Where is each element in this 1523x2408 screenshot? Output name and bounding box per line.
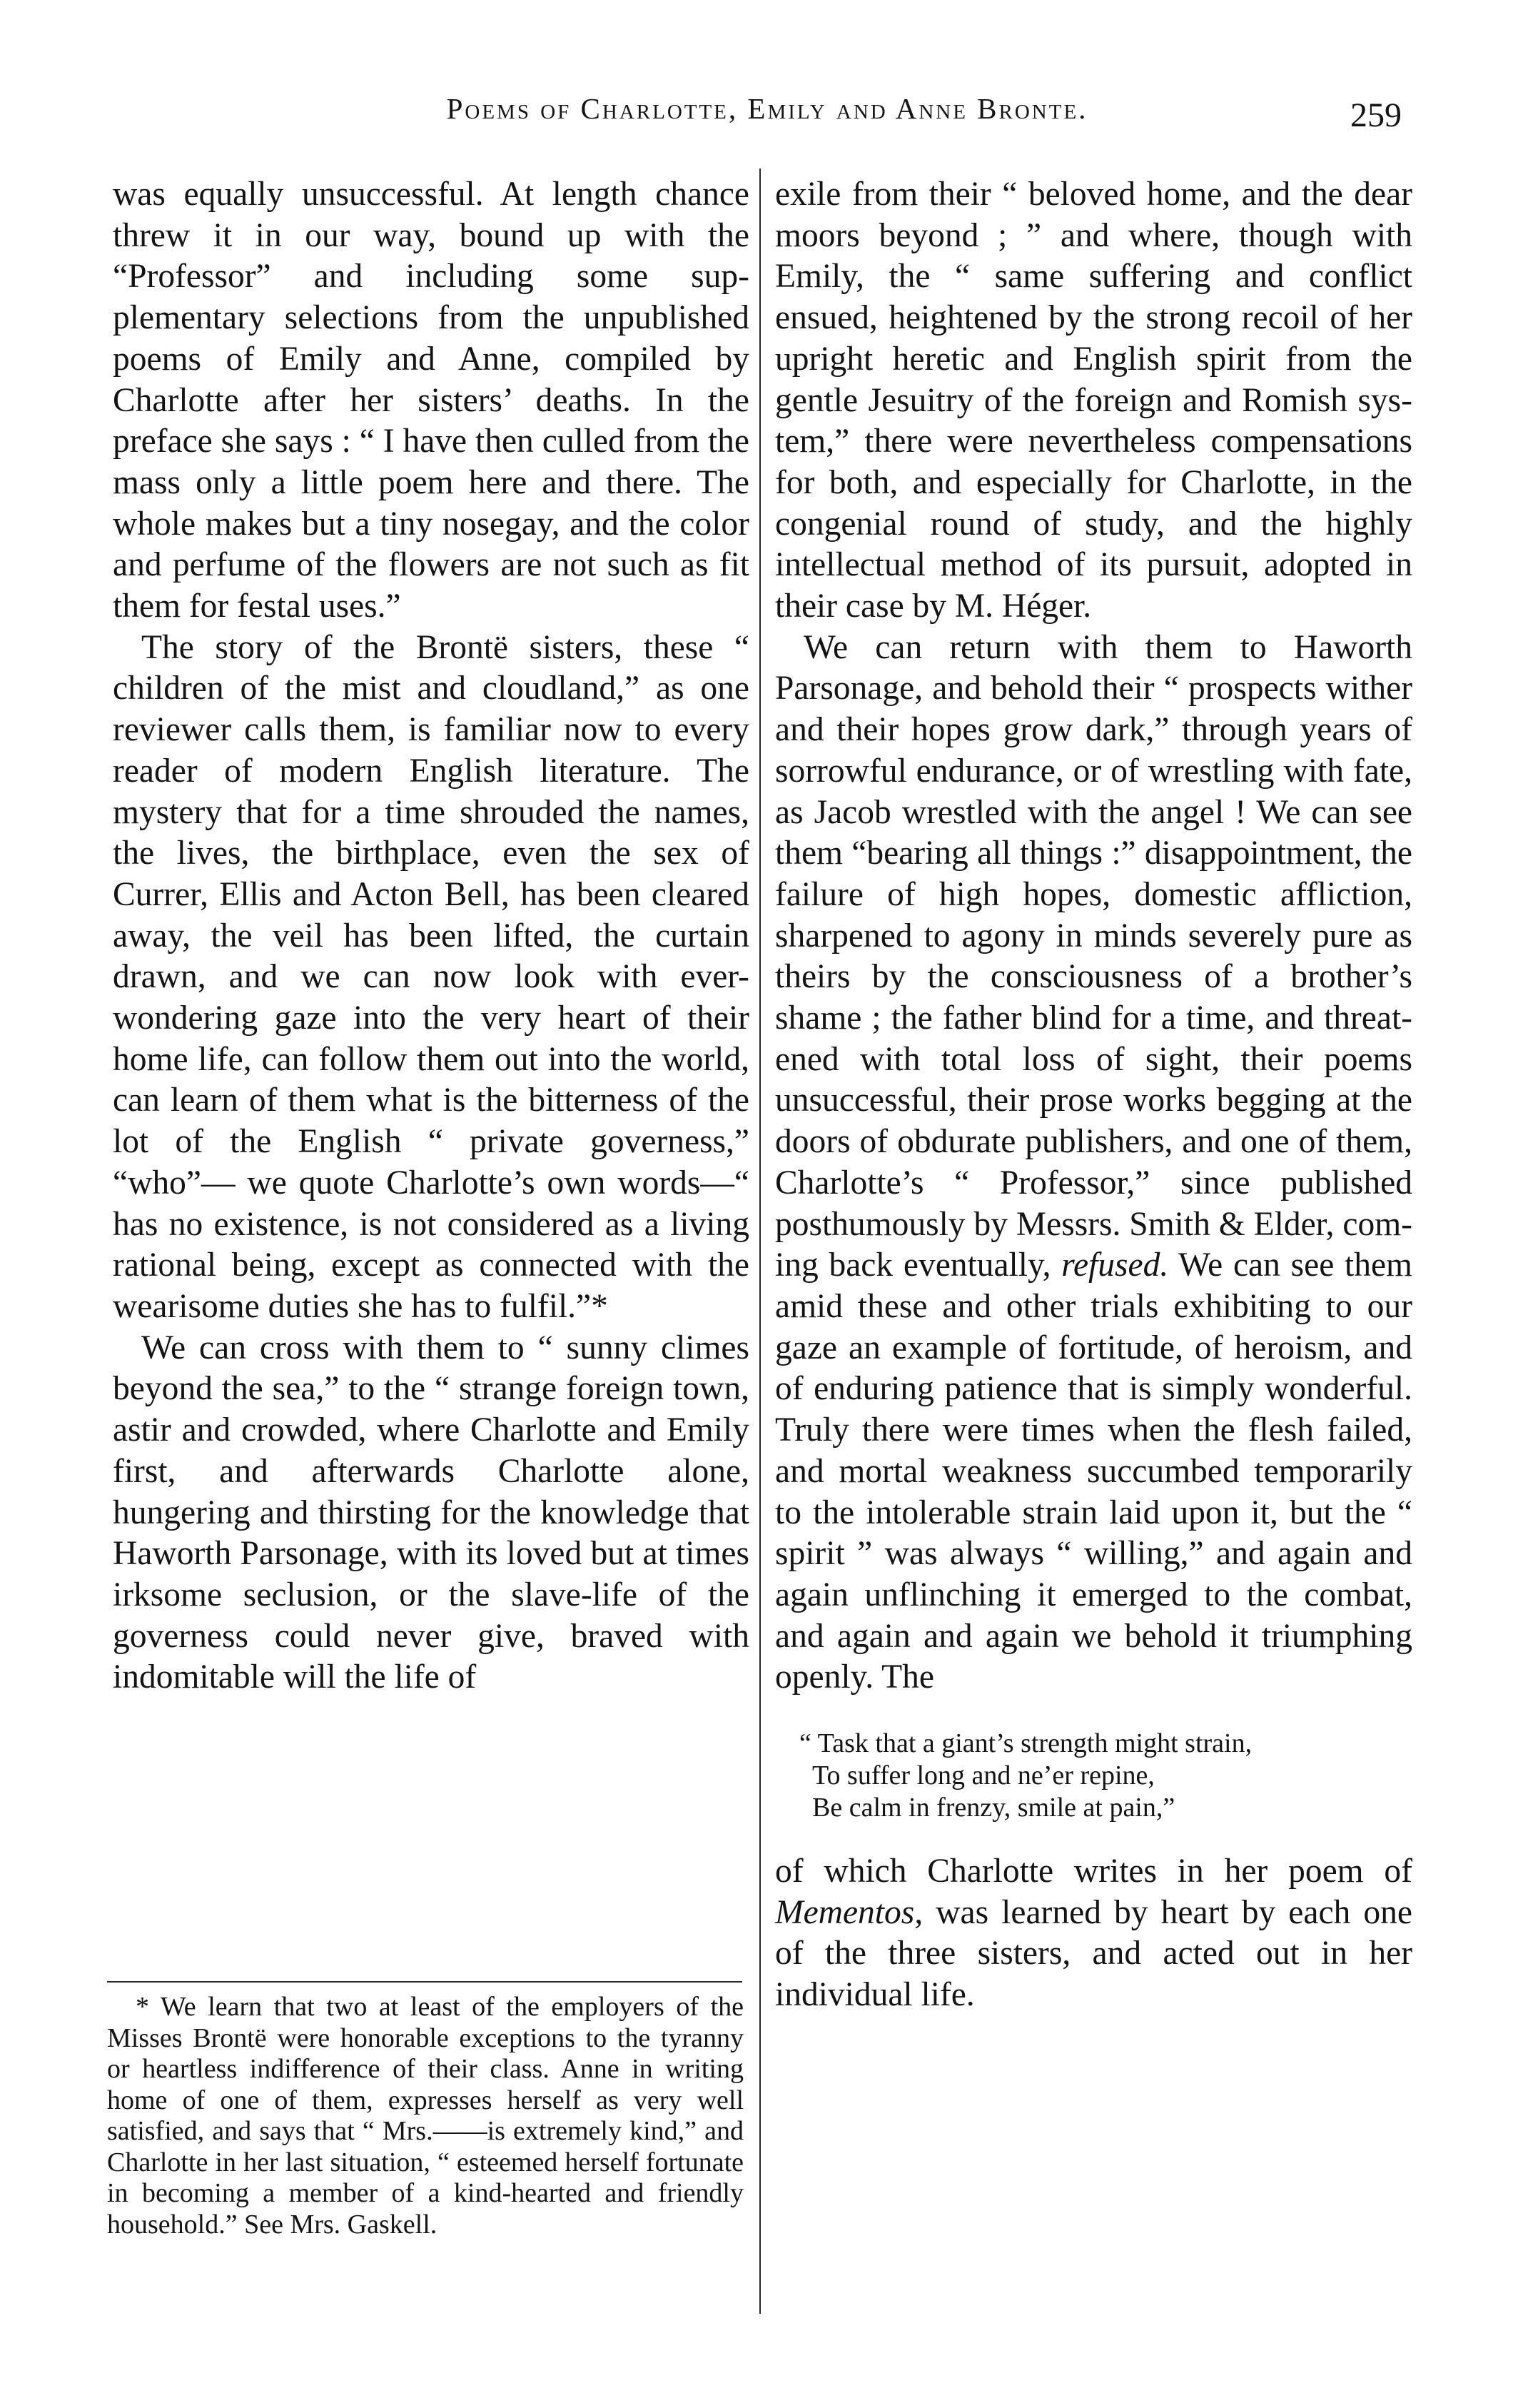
verse-line: “ Task that a giant’s strength might strain,	[799, 1728, 1253, 1758]
right-column	[775, 174, 1412, 1698]
paragraph	[775, 628, 1412, 1698]
paragraph: The story of the Brontë sisters, these “ children of the mist and cloudland,” as one reviewer calls them, is familiar now to every reader of modern English literature. The mystery that for a time shrouded the names, the lives, the birthplace, even the sex of Currer, Ellis and Acton Bell, has been cleared away, the veil has been lifted, the curtain drawn, and we can now look with ever-wondering gaze into the very heart of their home life, can follow them out into the world, can learn of them what is the bitterness of the lot of the English “ private governess,” “who”— we quote Charlotte’s own words—“ has no existence, is not considered as a living rational being, except as connected with the wearisome duties she has to fulfil.”*	[113, 628, 749, 1325]
paragraph-text: We can see them amid these and other trials exhibiting to our gaze an example of fortitude, of heroism, and of enduring patience that is simply wonderful. Truly there were times when the flesh failed, and mortal weakness succumbed temporarily to the intolerable strain laid upon it, but the “ spirit ” was always “ willing,” and again and again unflinching it emerged to the combat, and again and again we behold it triumphing openly. The	[775, 1246, 1412, 1696]
page-number: 259	[1350, 96, 1402, 134]
left-column	[113, 174, 749, 1698]
poem-title: Mementos,	[775, 1893, 924, 1931]
paragraph: We can cross with them to “ sunny climes beyond the sea,” to the “ strange foreign town, astir and crowded, where Charlotte and Emily first, and afterwards Charlotte alone, hungering and thirsting for the knowledge that Haworth Parsonage, with its loved but at times irksome seclusion, or the slave-life of the governess could never give, braved with indomitable will the life of	[113, 1329, 749, 1696]
paragraph: was equally unsuccessful. At length chance threw it in our way, bound up with the “Professor” and including some supplementary selections from the unpublished poems of Emily and Anne, compiled by Charlotte after her sisters’ deaths. In the preface she says : “ I have then culled from the mass only a little poem here and there. The whole makes but a tiny nosegay, and the color and perfume of the flowers are not such as fit them for festal uses.”	[113, 176, 749, 625]
verse-quote	[799, 1728, 1399, 1824]
verse-line: To suffer long and ne’er repine,	[812, 1760, 1155, 1790]
paragraph-text: We can return with them to Haworth Parsonage, and behold their “ prospects wither and their hopes grow dark,” through years of sorrowful endurance, or of wrestling with fate, as Jacob wrestled with the angel ! We can see them “bearing all things :” disappointment, the failure of high hopes, domestic affliction, sharpened to agony in minds severely pure as theirs by the consciousness of a brother’s shame ; the father blind for a time, and threatened with total loss of sight, their poems unsuccessful, their prose works begging at the doors of obdurate publishers, and one of them, Charlotte’s “ Professor,” since published posthumously by Messrs. Smith & Elder, coming back eventually,	[775, 628, 1412, 1284]
paragraph-text: of which Charlotte writes in her poem of	[775, 1853, 1412, 1890]
footnote-rule	[107, 1981, 742, 1983]
closing-paragraph	[775, 1851, 1412, 2016]
running-title: Poems of Charlotte, Emily and Anne Bronte.	[446, 92, 1088, 125]
column-divider	[759, 168, 761, 2314]
paragraph-text: was learned by heart by each one of the three sisters, and acted out in her individual life.	[775, 1893, 1412, 2014]
paragraph: exile from their “ beloved home, and the dear moors beyond ; ” and where, though with Emily, the “ same suffering and conflict ensued, heightened by the strong recoil of her upright heretic and English spirit from the gentle Jesuitry of the foreign and Romish system,” there were nevertheless compensations for both, and especially for Charlotte, in the congenial round of study, and the highly intellectual method of its pursuit, adopted in their case by M. Héger.	[775, 176, 1412, 625]
italic-word: refused.	[1061, 1246, 1169, 1284]
verse-line: Be calm in frenzy, smile at pain,”	[812, 1793, 1175, 1823]
footnote: * We learn that two at least of the employers of the Misses Brontë were honorable exceptions to the tyranny or heartless indifference of their class. Anne in writing home of one of them, expresses herself as very well satisfied, and says that “ Mrs.——is extremely kind,” and Charlotte in her last situation, “ esteemed herself fortunate in becoming a member of a kind-hearted and friendly household.” See Mrs. Gaskell.	[107, 1992, 744, 2240]
